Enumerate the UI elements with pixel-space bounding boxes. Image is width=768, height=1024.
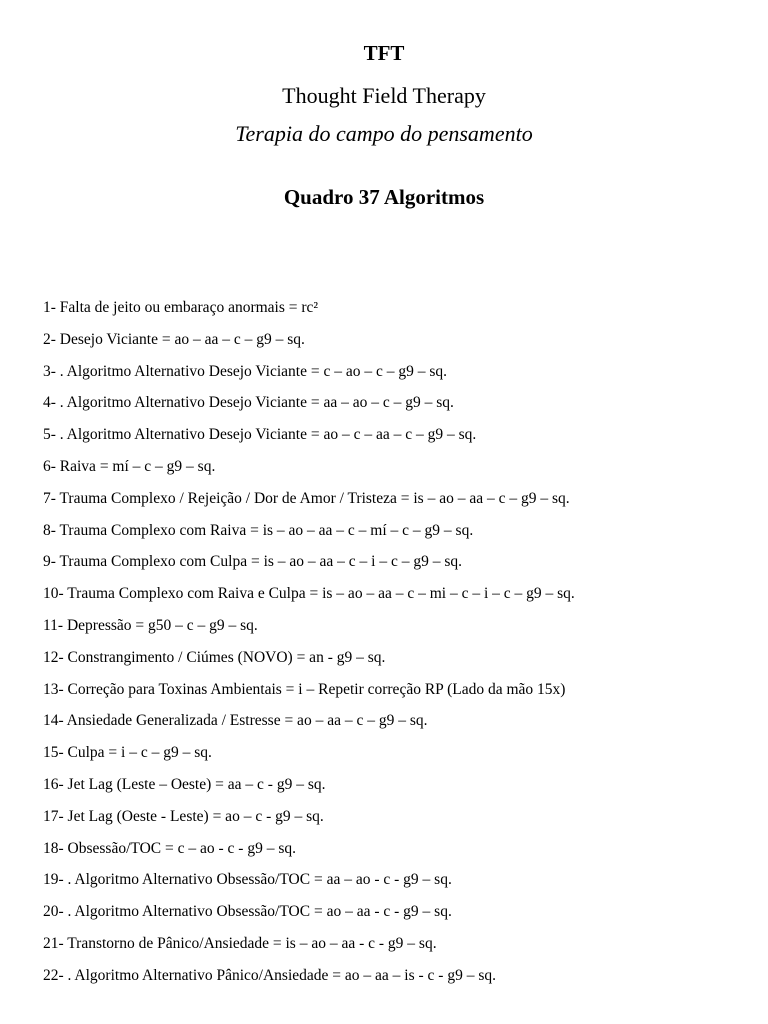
list-item: 9- Trauma Complexo com Culpa = is – ao – aa – c – i – c – g9 – sq.: [43, 553, 463, 571]
list-item: 13- Correção para Toxinas Ambientais = i – Repetir correção RP (Lado da mão 15x): [43, 680, 566, 698]
list-item: 12- Constrangimento / Ciúmes (NOVO) = an - g9 – sq.: [43, 648, 386, 666]
list-item: 10- Trauma Complexo com Raiva e Culpa = is – ao – aa – c – mi – c – i – c – g9 – sq.: [43, 585, 575, 603]
section-heading: Quadro 37 Algoritmos: [283, 185, 485, 209]
list-item: 6- Raiva = mí – c – g9 – sq.: [43, 457, 216, 475]
list-item: 2- Desejo Viciante = ao – aa – c – g9 – sq.: [43, 330, 305, 348]
document-title: TFT: [363, 41, 405, 65]
list-item: 8- Trauma Complexo com Raiva = is – ao – aa – c – mí – c – g9 – sq.: [43, 521, 474, 539]
list-item: 17- Jet Lag (Oeste - Leste) = ao – c - g9 – sq.: [43, 807, 324, 825]
algorithm-list: [43, 297, 575, 997]
list-item: 21- Transtorno de Pânico/Ansiedade = is – ao – aa - c - g9 – sq.: [43, 934, 437, 952]
document-subtitle: Thought Field Therapy: [282, 83, 486, 108]
list-item: 16- Jet Lag (Leste – Oeste) = aa – c - g9 – sq.: [43, 775, 326, 793]
list-item: 18- Obsessão/TOC = c – ao - c - g9 – sq.: [43, 839, 296, 857]
list-item: 19- . Algoritmo Alternativo Obsessão/TOC = aa – ao - c - g9 – sq.: [43, 871, 452, 889]
list-item: 7- Trauma Complexo / Rejeição / Dor de Amor / Tristeza = is – ao – aa – c – g9 – sq.: [43, 489, 570, 507]
list-item: 1- Falta de jeito ou embaraço anormais = rc²: [43, 299, 319, 316]
list-item: 15- Culpa = i – c – g9 – sq.: [43, 744, 212, 762]
list-item: 5- . Algoritmo Alternativo Desejo Viciante = ao – c – aa – c – g9 – sq.: [43, 426, 477, 444]
list-item: 20- . Algoritmo Alternativo Obsessão/TOC = ao – aa - c - g9 – sq.: [43, 903, 452, 921]
list-item: 14- Ansiedade Generalizada / Estresse = ao – aa – c – g9 – sq.: [43, 712, 428, 730]
document-subtitle-portuguese: Terapia do campo do pensamento: [235, 121, 533, 146]
list-item: 11- Depressão = g50 – c – g9 – sq.: [43, 616, 258, 634]
list-item: 3- . Algoritmo Alternativo Desejo Viciante = c – ao – c – g9 – sq.: [43, 362, 447, 380]
list-item: 22- . Algoritmo Alternativo Pânico/Ansiedade = ao – aa – is - c - g9 – sq.: [43, 966, 496, 984]
list-item: 4- . Algoritmo Alternativo Desejo Viciante = aa – ao – c – g9 – sq.: [43, 394, 454, 412]
